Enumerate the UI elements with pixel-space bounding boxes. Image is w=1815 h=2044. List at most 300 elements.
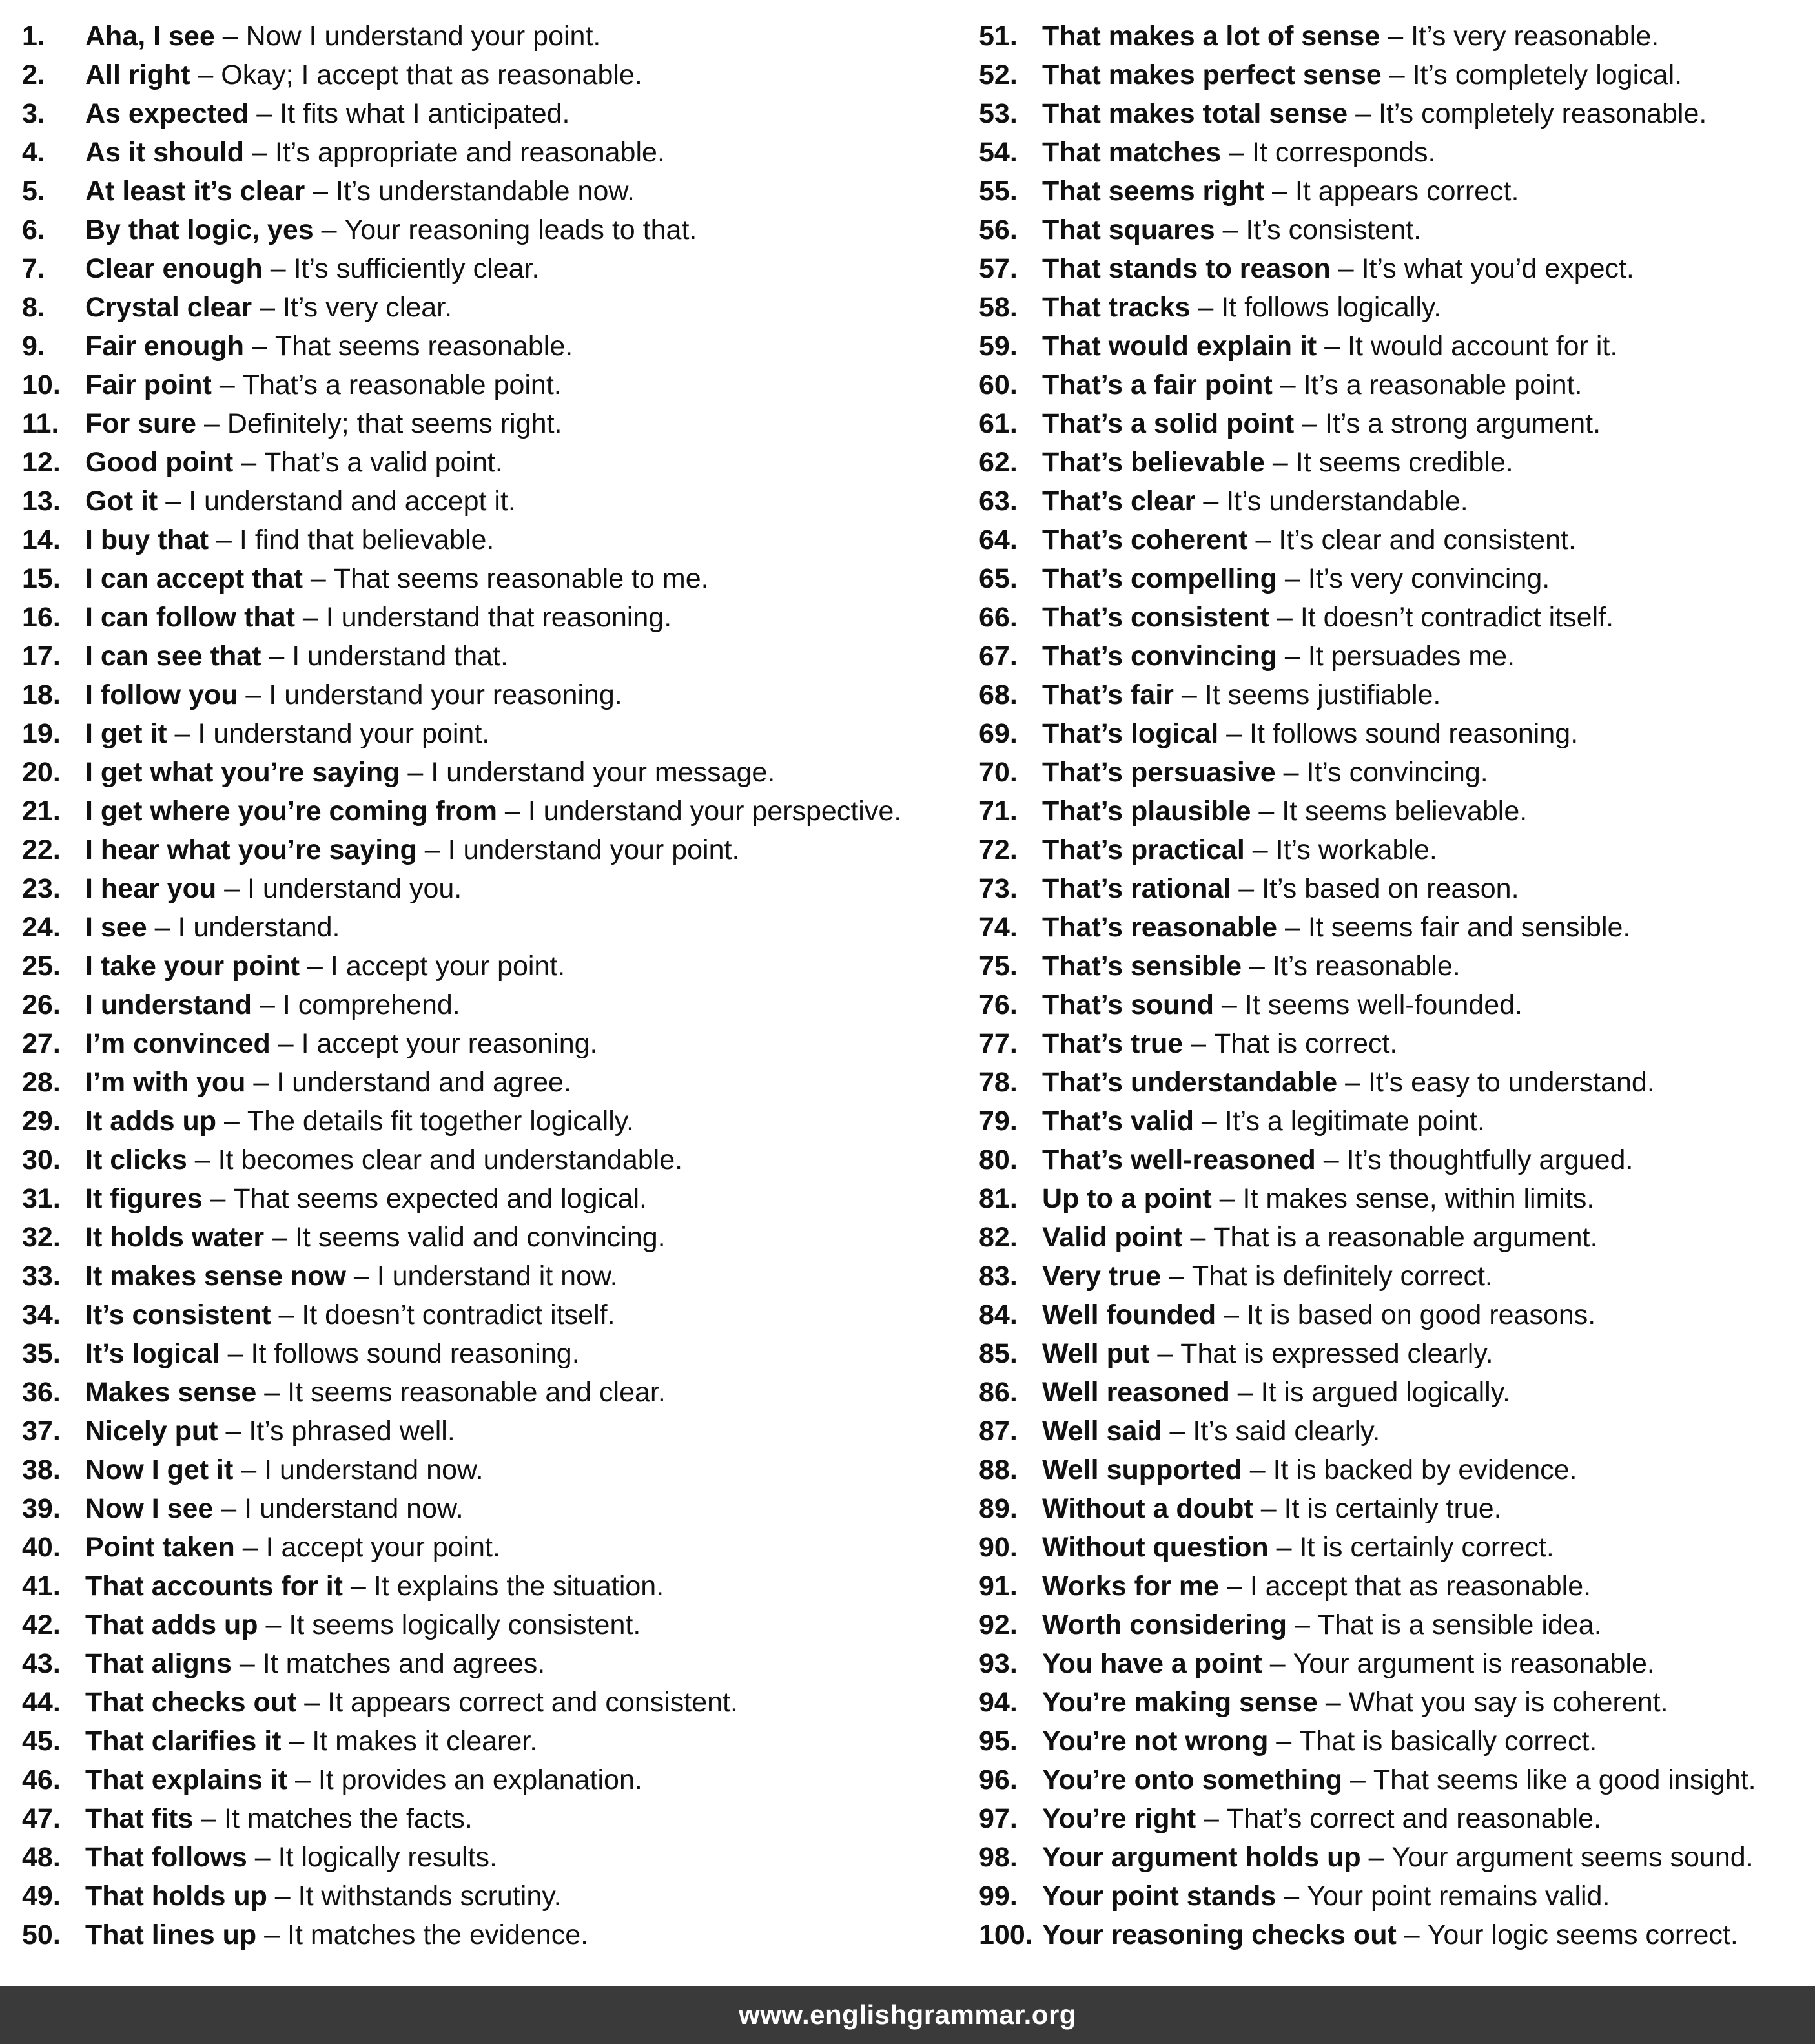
item-phrase: That tracks <box>1042 292 1191 323</box>
item-meaning: It persuades me. <box>1307 641 1515 672</box>
item-phrase: Well founded <box>1042 1299 1216 1330</box>
item-number: 12. <box>22 447 61 478</box>
item-separator: – <box>1229 1377 1261 1408</box>
item-number: 47. <box>22 1803 61 1834</box>
item-phrase: That makes total sense <box>1042 98 1348 129</box>
item-separator: – <box>233 447 265 478</box>
item-separator: – <box>271 1299 302 1330</box>
item-phrase: That fits <box>85 1803 194 1834</box>
item-separator: – <box>1195 486 1227 517</box>
item-number: 6. <box>22 214 45 245</box>
list-item <box>22 1799 952 1838</box>
item-meaning: I understand your perspective. <box>528 796 902 827</box>
item-separator: – <box>1244 834 1276 865</box>
item-meaning: It corresponds. <box>1252 137 1436 168</box>
item-separator: – <box>196 408 227 439</box>
item-phrase: It makes sense now <box>85 1261 346 1292</box>
item-phrase: That’s convincing <box>1042 641 1277 672</box>
left-column <box>22 17 952 1954</box>
item-phrase: That’s consistent <box>1042 602 1270 633</box>
item-number: 96. <box>979 1764 1018 1795</box>
item-meaning: It’s consistent. <box>1246 214 1422 245</box>
item-phrase: That stands to reason <box>1042 253 1331 284</box>
item-phrase: Without question <box>1042 1532 1269 1563</box>
item-separator: – <box>345 1261 377 1292</box>
item-phrase: That adds up <box>85 1609 258 1640</box>
item-number: 9. <box>22 331 45 362</box>
item-phrase: Well put <box>1042 1338 1150 1369</box>
item-number: 18. <box>22 679 61 710</box>
item-phrase: That checks out <box>85 1687 297 1718</box>
item-phrase: I see <box>85 912 147 943</box>
right-column <box>979 17 1812 1954</box>
item-phrase: That’s well-reasoned <box>1042 1144 1316 1175</box>
item-separator: – <box>187 1144 218 1175</box>
list-item <box>22 443 952 482</box>
list-item <box>979 1373 1812 1412</box>
item-separator: – <box>281 1726 313 1757</box>
item-number: 76. <box>979 989 1018 1020</box>
item-separator: – <box>193 1803 225 1834</box>
item-separator: – <box>147 912 178 943</box>
item-meaning: It’s understandable. <box>1226 486 1468 517</box>
item-separator: – <box>296 1687 328 1718</box>
item-phrase: Good point <box>85 447 234 478</box>
item-meaning: I understand now. <box>264 1454 484 1485</box>
item-number: 57. <box>979 253 1018 284</box>
item-meaning: It’s very convincing. <box>1307 563 1550 594</box>
list-item <box>22 249 952 288</box>
item-phrase: That’s plausible <box>1042 796 1251 827</box>
item-phrase: It’s consistent <box>85 1299 271 1330</box>
item-number: 37. <box>22 1416 61 1447</box>
item-meaning: It is argued logically. <box>1260 1377 1510 1408</box>
item-separator: – <box>1253 1493 1284 1524</box>
item-meaning: It’s thoughtfully argued. <box>1346 1144 1634 1175</box>
item-meaning: It’s a reasonable point. <box>1303 369 1583 400</box>
list-item <box>979 1683 1812 1722</box>
item-meaning: That’s a reasonable point. <box>242 369 562 400</box>
item-number: 45. <box>22 1726 61 1757</box>
item-phrase: Your point stands <box>1042 1881 1277 1912</box>
item-separator: – <box>1330 253 1362 284</box>
item-separator: – <box>1162 1416 1193 1447</box>
list-item <box>979 1024 1812 1063</box>
list-item <box>979 1760 1812 1799</box>
item-separator: – <box>1360 1842 1392 1873</box>
item-number: 72. <box>979 834 1018 865</box>
item-meaning: It’s completely logical. <box>1412 59 1683 90</box>
list-item <box>22 869 952 908</box>
item-number: 10. <box>22 369 61 400</box>
list-item <box>22 947 952 986</box>
item-separator: – <box>234 1532 266 1563</box>
list-item <box>22 1334 952 1373</box>
item-phrase: I can follow that <box>85 602 295 633</box>
item-meaning: What you say is coherent. <box>1348 1687 1668 1718</box>
item-number: 82. <box>979 1222 1018 1253</box>
item-number: 65. <box>979 563 1018 594</box>
item-separator: – <box>1218 718 1249 749</box>
item-separator: – <box>1149 1338 1181 1369</box>
list-item <box>979 327 1812 366</box>
item-phrase: You’re making sense <box>1042 1687 1318 1718</box>
item-separator: – <box>1247 524 1279 555</box>
item-number: 83. <box>979 1261 1018 1292</box>
item-number: 16. <box>22 602 61 633</box>
item-separator: – <box>1317 1687 1349 1718</box>
item-separator: – <box>1337 1067 1368 1098</box>
item-separator: – <box>1277 641 1308 672</box>
list-item <box>22 1218 952 1257</box>
item-separator: – <box>1221 137 1253 168</box>
list-item <box>22 133 952 172</box>
item-separator: – <box>244 331 275 362</box>
item-phrase: I follow you <box>85 679 238 710</box>
item-phrase: I can accept that <box>85 563 303 594</box>
list-item <box>22 211 952 249</box>
item-separator: – <box>167 718 198 749</box>
item-meaning: It matches and agrees. <box>262 1648 546 1679</box>
list-item <box>979 714 1812 753</box>
list-item <box>979 1838 1812 1877</box>
item-meaning: Your logic seems correct. <box>1427 1919 1738 1950</box>
item-separator: – <box>220 1338 251 1369</box>
item-meaning: Your argument seems sound. <box>1391 1842 1754 1873</box>
phrase-list <box>0 17 1815 1954</box>
item-separator: – <box>1269 602 1300 633</box>
list-item <box>22 1838 952 1877</box>
list-item <box>979 598 1812 637</box>
item-meaning: That is definitely correct. <box>1191 1261 1493 1292</box>
item-number: 31. <box>22 1183 61 1214</box>
item-number: 67. <box>979 641 1018 672</box>
item-number: 48. <box>22 1842 61 1873</box>
item-phrase: Very true <box>1042 1261 1162 1292</box>
item-number: 93. <box>979 1648 1018 1679</box>
item-separator: – <box>202 1183 234 1214</box>
item-meaning: I comprehend. <box>282 989 460 1020</box>
item-phrase: That lines up <box>85 1919 257 1950</box>
item-meaning: I find that believable. <box>239 524 495 555</box>
item-meaning: It’s clear and consistent. <box>1278 524 1576 555</box>
item-separator: – <box>1231 873 1262 904</box>
item-phrase: Fair point <box>85 369 212 400</box>
item-number: 59. <box>979 331 1018 362</box>
item-meaning: That is correct. <box>1214 1028 1398 1059</box>
list-item <box>22 1722 952 1760</box>
item-phrase: Without a doubt <box>1042 1493 1253 1524</box>
item-number: 25. <box>22 951 61 982</box>
item-separator: – <box>1182 1222 1214 1253</box>
item-separator: – <box>1396 1919 1428 1950</box>
item-phrase: That’s a fair point <box>1042 369 1273 400</box>
item-separator: – <box>1342 1764 1373 1795</box>
item-number: 2. <box>22 59 45 90</box>
item-meaning: I understand your reasoning. <box>269 679 622 710</box>
item-meaning: I understand and agree. <box>276 1067 571 1098</box>
item-meaning: It’s appropriate and reasonable. <box>274 137 665 168</box>
item-number: 21. <box>22 796 61 827</box>
item-number: 32. <box>22 1222 61 1253</box>
item-phrase: As it should <box>85 137 245 168</box>
item-phrase: That clarifies it <box>85 1726 282 1757</box>
item-separator: – <box>209 524 240 555</box>
item-meaning: It’s phrased well. <box>249 1416 455 1447</box>
item-number: 20. <box>22 757 61 788</box>
item-phrase: I buy that <box>85 524 209 555</box>
list-item <box>979 1915 1812 1954</box>
list-item <box>979 1102 1812 1141</box>
list-item <box>22 1528 952 1567</box>
item-separator: – <box>1183 1028 1215 1059</box>
item-phrase: Up to a point <box>1042 1183 1212 1214</box>
list-item <box>22 94 952 133</box>
item-number: 5. <box>22 176 45 207</box>
item-meaning: It’s easy to understand. <box>1368 1067 1655 1098</box>
item-separator: – <box>256 1377 288 1408</box>
list-item <box>22 637 952 676</box>
item-number: 36. <box>22 1377 61 1408</box>
item-number: 61. <box>979 408 1018 439</box>
item-separator: – <box>1276 1881 1307 1912</box>
item-number: 15. <box>22 563 61 594</box>
item-number: 90. <box>979 1532 1018 1563</box>
item-meaning: I understand it now. <box>376 1261 618 1292</box>
item-phrase: That’s persuasive <box>1042 757 1276 788</box>
item-separator: – <box>313 214 345 245</box>
item-separator: – <box>287 1764 318 1795</box>
list-item <box>22 753 952 792</box>
list-item <box>979 1218 1812 1257</box>
item-phrase: Nicely put <box>85 1416 218 1447</box>
item-separator: – <box>231 1648 263 1679</box>
item-meaning: It logically results. <box>278 1842 497 1873</box>
list-item <box>979 1877 1812 1915</box>
item-number: 3. <box>22 98 45 129</box>
list-item <box>22 482 952 521</box>
item-number: 52. <box>979 59 1018 90</box>
list-item <box>979 211 1812 249</box>
item-separator: – <box>213 1493 245 1524</box>
item-separator: – <box>211 369 243 400</box>
list-item <box>979 1296 1812 1334</box>
item-separator: – <box>252 989 283 1020</box>
item-separator: – <box>216 1106 247 1137</box>
item-phrase: That’s logical <box>1042 718 1219 749</box>
item-meaning: It appears correct and consistent. <box>327 1687 738 1718</box>
item-separator: – <box>270 1028 302 1059</box>
item-number: 44. <box>22 1687 61 1718</box>
item-separator: – <box>1381 59 1413 90</box>
item-meaning: I accept that as reasonable. <box>1249 1571 1592 1602</box>
item-meaning: It withstands scrutiny. <box>298 1881 562 1912</box>
list-item <box>979 172 1812 211</box>
item-separator: – <box>1213 989 1245 1020</box>
item-phrase: I get what you’re saying <box>85 757 400 788</box>
list-item <box>979 1334 1812 1373</box>
item-separator: – <box>238 679 269 710</box>
item-number: 50. <box>22 1919 61 1950</box>
item-number: 100. <box>979 1919 1033 1950</box>
list-item <box>979 637 1812 676</box>
item-meaning: I understand your point. <box>447 834 740 865</box>
list-item <box>22 1450 952 1489</box>
list-item <box>22 1877 952 1915</box>
item-phrase: Aha, I see <box>85 21 215 52</box>
list-item <box>22 1141 952 1179</box>
item-separator: – <box>247 1842 278 1873</box>
list-item <box>22 986 952 1024</box>
list-item <box>979 559 1812 598</box>
item-meaning: I understand and accept it. <box>189 486 516 517</box>
item-separator: – <box>416 834 448 865</box>
item-meaning: It matches the facts. <box>224 1803 473 1834</box>
item-meaning: It matches the evidence. <box>287 1919 589 1950</box>
list-item <box>979 443 1812 482</box>
list-item <box>22 908 952 947</box>
item-meaning: That seems reasonable to me. <box>333 563 709 594</box>
item-meaning: That is basically correct. <box>1299 1726 1597 1757</box>
item-phrase: You’re not wrong <box>1042 1726 1269 1757</box>
item-separator: – <box>264 1222 295 1253</box>
item-separator: – <box>256 1919 287 1950</box>
item-number: 17. <box>22 641 61 672</box>
item-meaning: It fits what I anticipated. <box>280 98 570 129</box>
item-number: 55. <box>979 176 1018 207</box>
item-meaning: Your point remains valid. <box>1307 1881 1610 1912</box>
item-phrase: It adds up <box>85 1106 217 1137</box>
item-number: 84. <box>979 1299 1018 1330</box>
item-meaning: It seems credible. <box>1295 447 1513 478</box>
item-number: 46. <box>22 1764 61 1795</box>
item-meaning: It’s said clearly. <box>1193 1416 1380 1447</box>
item-meaning: It’s workable. <box>1275 834 1437 865</box>
list-item <box>22 1915 952 1954</box>
list-item <box>979 1605 1812 1644</box>
item-number: 39. <box>22 1493 61 1524</box>
item-meaning: It makes sense, within limits. <box>1242 1183 1595 1214</box>
list-item <box>22 831 952 869</box>
item-separator: – <box>1262 1648 1293 1679</box>
item-separator: – <box>233 1454 265 1485</box>
item-phrase: I understand <box>85 989 252 1020</box>
item-phrase: That matches <box>1042 137 1222 168</box>
item-meaning: It’s a legitimate point. <box>1224 1106 1485 1137</box>
item-separator: – <box>300 951 331 982</box>
item-separator: – <box>497 796 528 827</box>
item-phrase: That makes a lot of sense <box>1042 21 1380 52</box>
list-item <box>979 1450 1812 1489</box>
item-number: 85. <box>979 1338 1018 1369</box>
item-phrase: Now I get it <box>85 1454 234 1485</box>
item-number: 40. <box>22 1532 61 1563</box>
list-item <box>979 94 1812 133</box>
list-item <box>22 598 952 637</box>
list-item <box>979 288 1812 327</box>
item-meaning: It follows sound reasoning. <box>1249 718 1579 749</box>
item-separator: – <box>1190 292 1222 323</box>
item-separator: – <box>294 602 326 633</box>
item-phrase: Valid point <box>1042 1222 1183 1253</box>
item-meaning: The details fit together logically. <box>247 1106 634 1137</box>
item-separator: – <box>1277 912 1308 943</box>
item-meaning: It follows sound reasoning. <box>251 1338 580 1369</box>
item-meaning: It becomes clear and understandable. <box>218 1144 683 1175</box>
list-item <box>22 1644 952 1683</box>
item-meaning: That seems reasonable. <box>274 331 573 362</box>
list-item <box>22 288 952 327</box>
item-number: 54. <box>979 137 1018 168</box>
item-phrase: I take your point <box>85 951 300 982</box>
item-meaning: Definitely; that seems right. <box>227 408 562 439</box>
list-item <box>22 1296 952 1334</box>
item-number: 63. <box>979 486 1018 517</box>
item-number: 86. <box>979 1377 1018 1408</box>
list-item <box>979 482 1812 521</box>
item-number: 7. <box>22 253 45 284</box>
list-item <box>22 1373 952 1412</box>
item-number: 94. <box>979 1687 1018 1718</box>
item-phrase: Your reasoning checks out <box>1042 1919 1397 1950</box>
item-meaning: It’s very reasonable. <box>1411 21 1659 52</box>
item-number: 81. <box>979 1183 1018 1214</box>
item-phrase: I get it <box>85 718 167 749</box>
item-number: 60. <box>979 369 1018 400</box>
item-meaning: It is certainly true. <box>1284 1493 1502 1524</box>
item-meaning: Your argument is reasonable. <box>1293 1648 1655 1679</box>
item-separator: – <box>1277 563 1308 594</box>
item-phrase: I hear what you’re saying <box>85 834 417 865</box>
list-item <box>979 1412 1812 1450</box>
list-item <box>979 908 1812 947</box>
item-separator: – <box>261 641 292 672</box>
item-number: 28. <box>22 1067 61 1098</box>
list-item <box>979 56 1812 94</box>
list-item <box>979 676 1812 714</box>
item-separator: – <box>1242 951 1273 982</box>
footer-url[interactable]: www.englishgrammar.org <box>739 1999 1076 2030</box>
item-phrase: Makes sense <box>85 1377 257 1408</box>
item-separator: – <box>1272 369 1304 400</box>
item-number: 74. <box>979 912 1018 943</box>
item-meaning: I understand that reasoning. <box>325 602 672 633</box>
item-separator: – <box>249 98 280 129</box>
item-phrase: That squares <box>1042 214 1215 245</box>
item-meaning: It follows logically. <box>1221 292 1442 323</box>
item-number: 42. <box>22 1609 61 1640</box>
item-number: 97. <box>979 1803 1018 1834</box>
item-number: 51. <box>979 21 1018 52</box>
item-number: 68. <box>979 679 1018 710</box>
item-meaning: That seems like a good insight. <box>1373 1764 1756 1795</box>
item-phrase: Works for me <box>1042 1571 1219 1602</box>
item-number: 11. <box>22 408 59 439</box>
item-separator: – <box>262 253 294 284</box>
list-item <box>979 753 1812 792</box>
item-number: 4. <box>22 137 45 168</box>
item-phrase: Fair enough <box>85 331 245 362</box>
item-meaning: That’s a valid point. <box>264 447 503 478</box>
list-item <box>979 1179 1812 1218</box>
footer-bar <box>0 1986 1815 2044</box>
item-separator: – <box>158 486 189 517</box>
item-phrase: Your argument holds up <box>1042 1842 1361 1873</box>
item-meaning: It is backed by evidence. <box>1273 1454 1577 1485</box>
item-number: 79. <box>979 1106 1018 1137</box>
item-meaning: It is based on good reasons. <box>1246 1299 1596 1330</box>
item-meaning: It seems believable. <box>1282 796 1528 827</box>
